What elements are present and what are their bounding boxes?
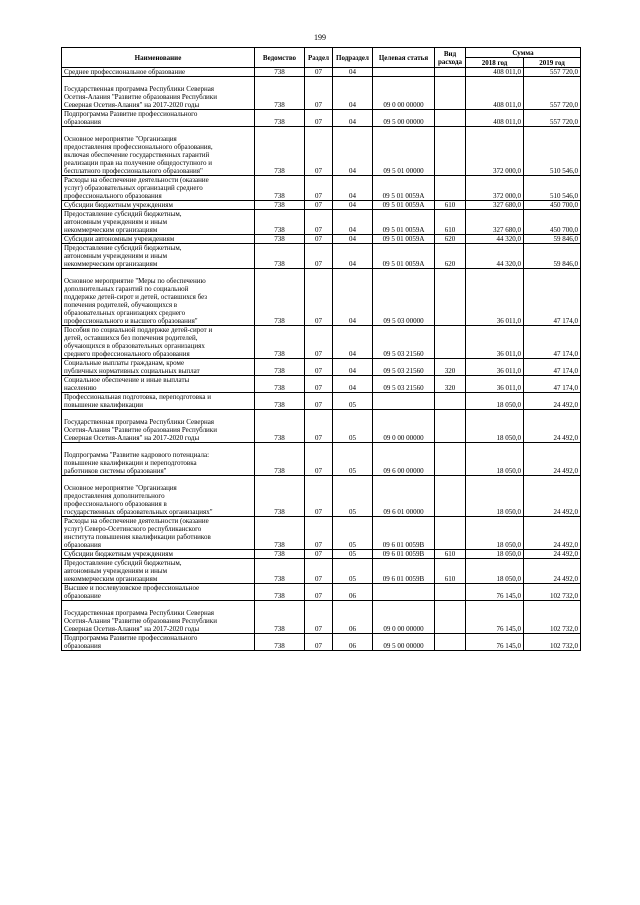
cell-vedomstvo: 738: [255, 410, 305, 443]
cell-name: Предоставление субсидий бюджетным, автономным учреждениям и иным некоммерческим организациям: [62, 210, 255, 235]
table-row: [62, 201, 581, 210]
cell-target: 09 5 03 21560: [373, 359, 435, 376]
cell-razdel: 07: [305, 244, 333, 269]
cell-name: Субсидии бюджетным учреждениям: [62, 201, 255, 210]
cell-vid: 320: [435, 376, 466, 393]
cell-razdel: 07: [305, 210, 333, 235]
col-header-podrazdel: Подраздел: [333, 48, 373, 68]
cell-vedomstvo: 738: [255, 77, 305, 110]
cell-vedomstvo: 738: [255, 235, 305, 244]
cell-vid: 320: [435, 359, 466, 376]
table-row: [62, 269, 581, 326]
table-row: [62, 559, 581, 584]
cell-2019: 450 700,0: [524, 201, 581, 210]
cell-2019: 24 492,0: [524, 410, 581, 443]
cell-razdel: 07: [305, 443, 333, 476]
cell-razdel: 07: [305, 127, 333, 176]
cell-vedomstvo: 738: [255, 210, 305, 235]
cell-vedomstvo: 738: [255, 269, 305, 326]
cell-vid: [435, 476, 466, 517]
cell-vid: [435, 110, 466, 127]
cell-podrazdel: 04: [333, 210, 373, 235]
cell-name: Профессиональная подготовка, переподготовка и повышение квалификации: [62, 393, 255, 410]
cell-target: 09 6 01 0059В: [373, 559, 435, 584]
cell-vedomstvo: 738: [255, 326, 305, 359]
cell-name: Расходы на обеспечение деятельности (оказание услуг) образовательных организаций среднего профессионального образования: [62, 176, 255, 201]
cell-podrazdel: 04: [333, 235, 373, 244]
cell-2019: 47 174,0: [524, 326, 581, 359]
cell-podrazdel: 05: [333, 550, 373, 559]
cell-vedomstvo: 738: [255, 550, 305, 559]
cell-vid: [435, 410, 466, 443]
table-body: [62, 68, 581, 651]
cell-target: 09 5 01 0059А: [373, 244, 435, 269]
table-row: [62, 68, 581, 77]
col-header-summa: Сумма: [466, 48, 581, 58]
cell-target: 09 5 01 00000: [373, 127, 435, 176]
cell-2018: 18 050,0: [466, 393, 524, 410]
cell-podrazdel: 04: [333, 201, 373, 210]
cell-name: Подпрограмма Развитие профессионального образования: [62, 634, 255, 651]
table-row: [62, 550, 581, 559]
cell-razdel: 07: [305, 634, 333, 651]
cell-2018: 327 680,0: [466, 201, 524, 210]
cell-vedomstvo: 738: [255, 376, 305, 393]
cell-2019: 47 174,0: [524, 376, 581, 393]
col-header-vedomstvo: Ведомство: [255, 48, 305, 68]
table-row: [62, 410, 581, 443]
cell-name: Подпрограмма "Развитие кадрового потенциала: повышение квалификации и переподготовка работников системы образования": [62, 443, 255, 476]
table-row: [62, 359, 581, 376]
cell-podrazdel: 04: [333, 376, 373, 393]
cell-2019: 59 846,0: [524, 244, 581, 269]
cell-target: 09 0 00 00000: [373, 601, 435, 634]
cell-name: Основное мероприятие "Меры по обеспечению дополнительных гарантий по социальной поддержке детей-сирот и детей, оставшихся без попечения родителей, обучающихся в образовательных организациях среднего профессионального и высшего образования": [62, 269, 255, 326]
cell-razdel: 07: [305, 176, 333, 201]
cell-podrazdel: 04: [333, 244, 373, 269]
cell-razdel: 07: [305, 559, 333, 584]
cell-name: Предоставление субсидий бюджетным, автономным учреждениям и иным некоммерческим организациям: [62, 559, 255, 584]
cell-name: Социальное обеспечение и иные выплаты населению: [62, 376, 255, 393]
cell-podrazdel: 04: [333, 110, 373, 127]
cell-target: 09 5 01 0059А: [373, 176, 435, 201]
cell-2018: 36 011,0: [466, 326, 524, 359]
cell-podrazdel: 05: [333, 393, 373, 410]
cell-2018: 372 000,0: [466, 176, 524, 201]
cell-vid: 610: [435, 201, 466, 210]
cell-podrazdel: 05: [333, 559, 373, 584]
cell-vedomstvo: 738: [255, 476, 305, 517]
cell-vedomstvo: 738: [255, 559, 305, 584]
cell-podrazdel: 04: [333, 359, 373, 376]
cell-2018: 76 145,0: [466, 584, 524, 601]
col-header-target: Целевая статья: [373, 48, 435, 68]
cell-vedomstvo: 738: [255, 244, 305, 269]
cell-podrazdel: 04: [333, 269, 373, 326]
table-row: [62, 210, 581, 235]
cell-vid: [435, 77, 466, 110]
cell-target: 09 0 00 00000: [373, 410, 435, 443]
table-row: [62, 244, 581, 269]
cell-vid: [435, 443, 466, 476]
cell-target: [373, 68, 435, 77]
cell-name: Среднее профессиональное образование: [62, 68, 255, 77]
page-number: 199: [314, 33, 326, 42]
table-header-row: [62, 48, 581, 58]
cell-2018: 18 050,0: [466, 443, 524, 476]
cell-2019: 59 846,0: [524, 235, 581, 244]
cell-2019: 24 492,0: [524, 559, 581, 584]
cell-2018: 327 680,0: [466, 210, 524, 235]
cell-vid: [435, 68, 466, 77]
cell-target: 09 5 01 0059А: [373, 210, 435, 235]
table-row: [62, 110, 581, 127]
cell-razdel: 07: [305, 269, 333, 326]
table-row: [62, 77, 581, 110]
cell-2018: 18 050,0: [466, 476, 524, 517]
cell-2018: 44 320,0: [466, 235, 524, 244]
cell-podrazdel: 04: [333, 77, 373, 110]
cell-name: Пособия по социальной поддержке детей-сирот и детей, оставшихся без попечения родителей, обучающихся в образовательных организациях среднего профессионального образования: [62, 326, 255, 359]
cell-name: Основное мероприятие "Организация предоставления профессионального образования, включая обеспечение государственных гарантий реализации прав на получение общедоступного и бесплатного профессионального образования": [62, 127, 255, 176]
cell-name: Субсидии бюджетным учреждениям: [62, 550, 255, 559]
cell-podrazdel: 05: [333, 517, 373, 550]
cell-razdel: 07: [305, 235, 333, 244]
cell-podrazdel: 05: [333, 476, 373, 517]
table-row: [62, 376, 581, 393]
cell-name: Подпрограмма Развитие профессионального образования: [62, 110, 255, 127]
cell-2018: 408 011,0: [466, 77, 524, 110]
cell-name: Предоставление субсидий бюджетным, автономным учреждениям и иным некоммерческим организациям: [62, 244, 255, 269]
cell-vid: [435, 269, 466, 326]
cell-2018: 408 011,0: [466, 68, 524, 77]
cell-vedomstvo: 738: [255, 68, 305, 77]
cell-podrazdel: 06: [333, 584, 373, 601]
table-row: [62, 601, 581, 634]
cell-razdel: 07: [305, 376, 333, 393]
cell-target: 09 5 01 0059А: [373, 201, 435, 210]
cell-vedomstvo: 738: [255, 634, 305, 651]
cell-razdel: 07: [305, 476, 333, 517]
cell-2019: 510 546,0: [524, 176, 581, 201]
cell-vedomstvo: 738: [255, 393, 305, 410]
cell-vid: [435, 127, 466, 176]
cell-vedomstvo: 738: [255, 110, 305, 127]
table-row: [62, 517, 581, 550]
cell-2019: 47 174,0: [524, 269, 581, 326]
cell-2018: 18 050,0: [466, 550, 524, 559]
cell-vid: [435, 176, 466, 201]
cell-2019: 450 700,0: [524, 210, 581, 235]
cell-razdel: 07: [305, 326, 333, 359]
cell-target: 09 6 01 0059В: [373, 517, 435, 550]
cell-target: 09 5 03 21560: [373, 326, 435, 359]
cell-razdel: 07: [305, 517, 333, 550]
cell-razdel: 07: [305, 110, 333, 127]
budget-table: [61, 47, 581, 651]
cell-razdel: 07: [305, 68, 333, 77]
col-header-2018: 2018 год: [466, 58, 524, 68]
cell-razdel: 07: [305, 601, 333, 634]
cell-2019: 24 492,0: [524, 393, 581, 410]
table-row: [62, 476, 581, 517]
cell-2018: 18 050,0: [466, 517, 524, 550]
cell-2019: 557 720,0: [524, 77, 581, 110]
cell-2019: 102 732,0: [524, 584, 581, 601]
cell-vedomstvo: 738: [255, 176, 305, 201]
table-row: [62, 235, 581, 244]
cell-podrazdel: 05: [333, 443, 373, 476]
cell-name: Государственная программа Республики Северная Осетия-Алания "Развитие образования Республики Северная Осетия-Алания" на 2017-2020 годы: [62, 77, 255, 110]
table-row: [62, 393, 581, 410]
cell-2019: 24 492,0: [524, 517, 581, 550]
table-row: [62, 443, 581, 476]
cell-podrazdel: 04: [333, 176, 373, 201]
cell-target: 09 0 00 00000: [373, 77, 435, 110]
cell-2019: 24 492,0: [524, 476, 581, 517]
col-header-name: Наименование: [62, 48, 255, 68]
cell-2018: 18 050,0: [466, 410, 524, 443]
col-header-2019: 2019 год: [524, 58, 581, 68]
cell-2018: 36 011,0: [466, 269, 524, 326]
cell-target: 09 5 03 00000: [373, 269, 435, 326]
cell-vid: [435, 517, 466, 550]
table-row: [62, 634, 581, 651]
cell-razdel: 07: [305, 584, 333, 601]
cell-target: [373, 584, 435, 601]
cell-2019: 557 720,0: [524, 68, 581, 77]
table-row: [62, 326, 581, 359]
cell-name: Расходы на обеспечение деятельности (оказание услуг) Северо-Осетинского республиканского института повышения квалификации работников образования: [62, 517, 255, 550]
cell-vid: 610: [435, 210, 466, 235]
cell-vid: [435, 601, 466, 634]
cell-razdel: 07: [305, 410, 333, 443]
cell-razdel: 07: [305, 201, 333, 210]
table-row: [62, 584, 581, 601]
cell-vid: [435, 634, 466, 651]
col-header-razdel: Раздел: [305, 48, 333, 68]
cell-razdel: 07: [305, 550, 333, 559]
cell-vedomstvo: 738: [255, 517, 305, 550]
cell-podrazdel: 04: [333, 127, 373, 176]
cell-vedomstvo: 738: [255, 201, 305, 210]
cell-vid: 610: [435, 559, 466, 584]
cell-vedomstvo: 738: [255, 359, 305, 376]
cell-target: 09 5 00 00000: [373, 634, 435, 651]
cell-name: Социальные выплаты гражданам, кроме публичных нормативных социальных выплат: [62, 359, 255, 376]
cell-podrazdel: 04: [333, 326, 373, 359]
cell-podrazdel: 05: [333, 410, 373, 443]
cell-2018: 36 011,0: [466, 359, 524, 376]
cell-target: 09 6 00 00000: [373, 443, 435, 476]
cell-2018: 372 000,0: [466, 127, 524, 176]
cell-podrazdel: 06: [333, 601, 373, 634]
cell-2018: 44 320,0: [466, 244, 524, 269]
cell-2018: 76 145,0: [466, 601, 524, 634]
cell-2019: 24 492,0: [524, 550, 581, 559]
cell-name: Высшее и послевузовское профессиональное образование: [62, 584, 255, 601]
cell-vid: 620: [435, 244, 466, 269]
cell-vid: [435, 584, 466, 601]
cell-name: Государственная программа Республики Северная Осетия-Алания "Развитие образования Республики Северная Осетия-Алания" на 2017-2020 годы: [62, 410, 255, 443]
cell-target: 09 5 01 0059А: [373, 235, 435, 244]
cell-2019: 510 546,0: [524, 127, 581, 176]
col-header-vid: Вид расхода: [435, 48, 466, 68]
cell-vedomstvo: 738: [255, 127, 305, 176]
cell-vid: 610: [435, 550, 466, 559]
cell-name: Основное мероприятие "Организация предоставления дополнительного профессионального образования в государственных образовательных организациях": [62, 476, 255, 517]
cell-vid: [435, 393, 466, 410]
cell-razdel: 07: [305, 393, 333, 410]
cell-2019: 24 492,0: [524, 443, 581, 476]
cell-name: Государственная программа Республики Северная Осетия-Алания "Развитие образования Республики Северная Осетия-Алания" на 2017-2020 годы: [62, 601, 255, 634]
cell-2019: 102 732,0: [524, 634, 581, 651]
cell-target: 09 6 01 0059В: [373, 550, 435, 559]
table-row: [62, 127, 581, 176]
cell-2019: 47 174,0: [524, 359, 581, 376]
cell-name: Субсидии автономным учреждениям: [62, 235, 255, 244]
cell-2018: 408 011,0: [466, 110, 524, 127]
cell-target: 09 5 03 21560: [373, 376, 435, 393]
cell-vid: 620: [435, 235, 466, 244]
cell-vedomstvo: 738: [255, 443, 305, 476]
cell-podrazdel: 04: [333, 68, 373, 77]
cell-razdel: 07: [305, 77, 333, 110]
cell-2019: 102 732,0: [524, 601, 581, 634]
cell-razdel: 07: [305, 359, 333, 376]
cell-vid: [435, 326, 466, 359]
cell-vedomstvo: 738: [255, 601, 305, 634]
cell-2019: 557 720,0: [524, 110, 581, 127]
cell-target: [373, 393, 435, 410]
cell-2018: 18 050,0: [466, 559, 524, 584]
cell-podrazdel: 06: [333, 634, 373, 651]
cell-vedomstvo: 738: [255, 584, 305, 601]
cell-2018: 76 145,0: [466, 634, 524, 651]
cell-target: 09 6 01 00000: [373, 476, 435, 517]
table-row: [62, 176, 581, 201]
cell-target: 09 5 00 00000: [373, 110, 435, 127]
cell-2018: 36 011,0: [466, 376, 524, 393]
